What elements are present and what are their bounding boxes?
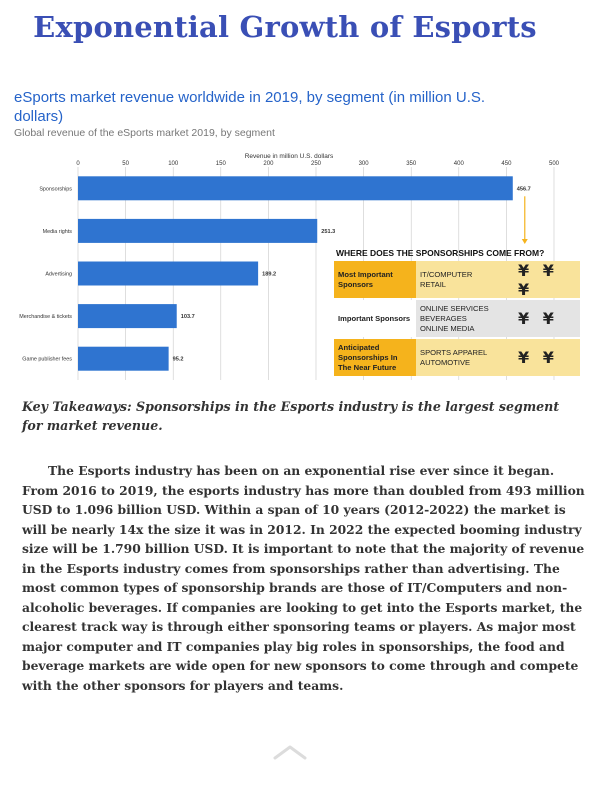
sponsor-categories: [416, 261, 512, 298]
key-takeaway: Key Takeaways: Sponsorships in the Esports industry is the largest segment for market revenue.: [22, 399, 560, 433]
category-label: Game publisher fees: [22, 356, 72, 363]
bar: [78, 219, 317, 243]
sponsor-category: IT/COMPUTER: [420, 269, 473, 279]
page-title: Exponential Growth of Esports: [33, 10, 537, 44]
yen-icons: ¥ ¥ ¥: [512, 261, 580, 298]
category-label: Advertising: [45, 271, 72, 278]
body-paragraph: The Esports industry has been on an exponential rise ever since it began. From 2016 to 2019, the esports industry has more than doubled from 493 million USD to 1.096 billion USD. Within a span of 10 years (2012-2022) the market is will be nearly 14x the size it was in 2012. In 2022 the expected booming industry size will be 1.790 billion USD. It is important to note that the majority of revenue in the Esports industry comes from sponsorships rather than advertising. The most common types of sponsorship brands are those of IT/Computers and non-alcoholic beverages. If companies are looking to get into the Esports market, the clearest track way is through either sponsoring teams or players. As major most major computer and IT companies play big roles in sponsorships, the food and beverage markets are wide open for new sponsors to come through and compete with the other sponsors for players and teams.: [22, 463, 585, 693]
chart-title: eSports market revenue worldwide in 2019, by segment (in million U.S. dollars): [14, 89, 486, 125]
x-tick-label: 0: [76, 161, 80, 167]
chart-subtitle: Global revenue of the eSports market 2019, by segment: [14, 127, 275, 139]
bar-value-label: 189.2: [262, 271, 277, 278]
sponsor-category: SPORTS APPAREL: [420, 347, 488, 357]
x-tick-label: 100: [168, 161, 179, 167]
x-axis-label: Revenue in million U.S. dollars: [244, 153, 334, 160]
x-tick-label: 300: [358, 161, 369, 167]
bar-value-label: 95.2: [172, 356, 184, 363]
x-tick-label: 50: [122, 161, 129, 167]
sponsor-category: RETAIL: [420, 279, 447, 289]
bar: [78, 176, 513, 200]
x-tick-label: 250: [310, 161, 322, 167]
sponsor-tier-label: Most Important Sponsors: [334, 261, 416, 298]
arrow-head: [522, 239, 528, 244]
category-label: Merchandise & tickets: [19, 314, 72, 321]
category-label: Media rights: [42, 228, 72, 235]
bar: [78, 304, 177, 328]
sponsor-tier-label: Important Sponsors: [334, 300, 416, 337]
x-tick-label: 200: [263, 161, 274, 167]
category-label: Sponsorships: [39, 186, 72, 193]
yen-icons: ¥ ¥: [512, 300, 580, 337]
sponsor-category: ONLINE MEDIA: [420, 323, 475, 333]
scroll-up-chevron-icon[interactable]: [273, 744, 307, 760]
sponsorship-arrow: [522, 196, 528, 244]
sponsor-category: ONLINE SERVICES: [420, 303, 489, 313]
sponsorship-sources-table: [334, 248, 580, 378]
sponsor-category: AUTOMOTIVE: [420, 357, 471, 367]
sponsorship-row: [334, 261, 580, 298]
x-tick-label: 350: [406, 161, 417, 167]
x-tick-label: 500: [548, 161, 560, 167]
sponsor-tier-label: Anticipated Sponsorships In The Near Future: [334, 339, 416, 376]
yen-icons: ¥ ¥: [512, 339, 580, 376]
sponsor-categories: [416, 300, 512, 337]
bar-value-label: 456.7: [516, 186, 531, 193]
sponsorship-row: [334, 300, 580, 337]
sponsor-category: BEVERAGES: [420, 313, 467, 323]
sponsorship-table-heading: WHERE DOES THE SPONSORSHIPS COME FROM?: [336, 248, 545, 258]
x-axis-ticks: [76, 161, 559, 167]
x-tick-label: 450: [501, 161, 512, 167]
sponsorship-rows: [334, 261, 580, 376]
bar-value-label: 251.3: [321, 228, 336, 235]
bar: [78, 262, 258, 286]
x-tick-label: 400: [453, 161, 464, 167]
x-tick-label: 150: [215, 161, 226, 167]
bar-value-label: 103.7: [180, 314, 195, 321]
bar: [78, 347, 169, 371]
sponsorship-row: [334, 339, 580, 376]
sponsor-categories: [416, 339, 512, 376]
